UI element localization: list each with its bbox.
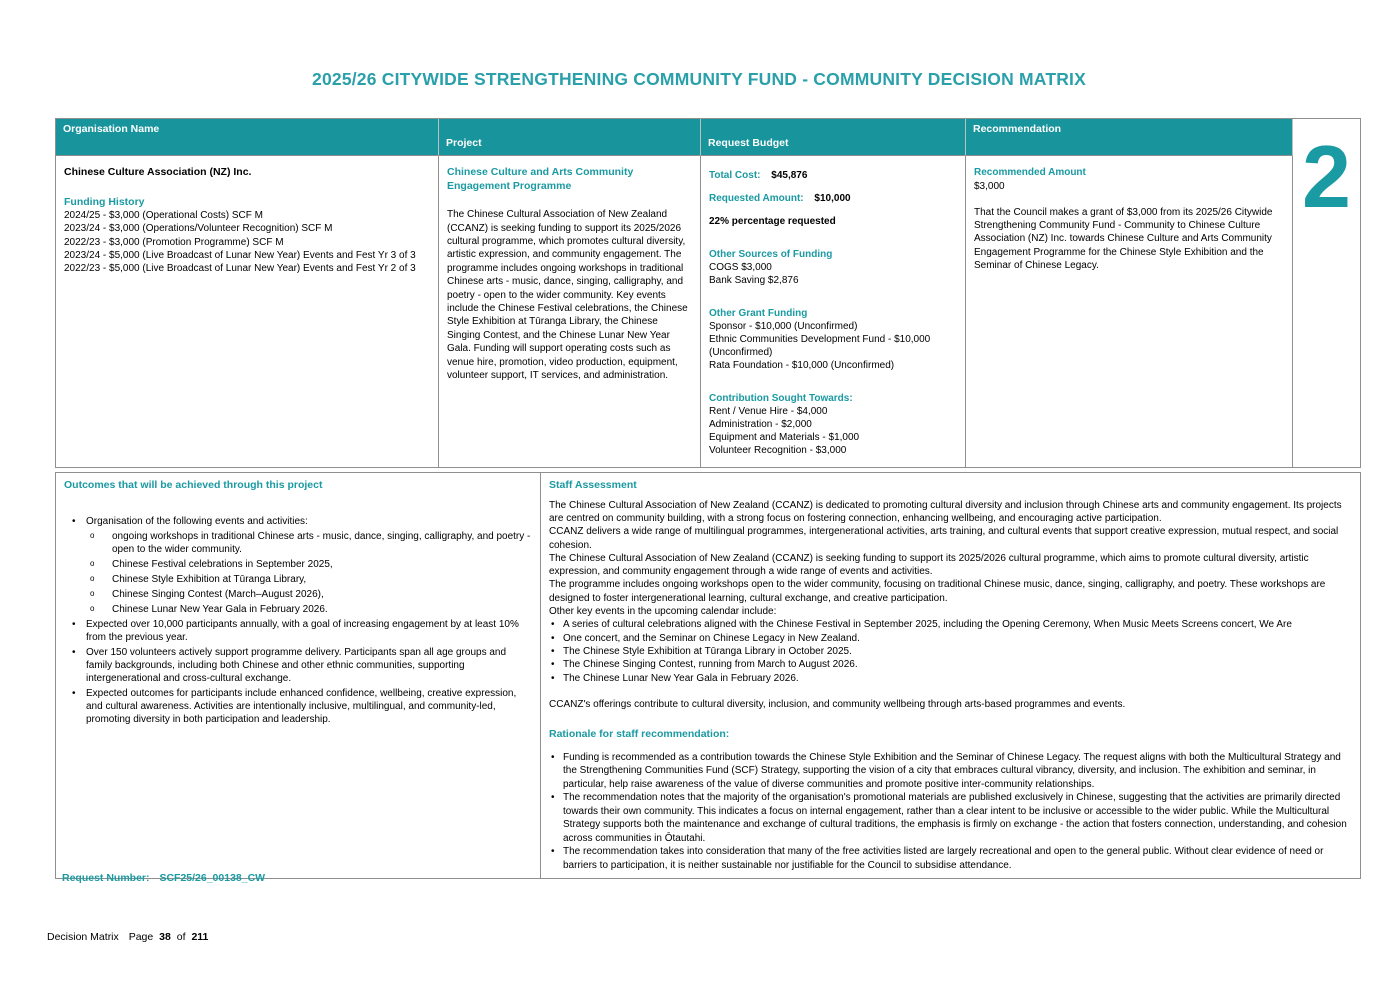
column-header-organisation-name: Organisation Name xyxy=(56,119,439,156)
other-source-line: Bank Saving $2,876 xyxy=(709,275,799,286)
request-budget-cell xyxy=(701,156,966,468)
requested-amount-label: Requested Amount: xyxy=(709,193,804,204)
percentage-requested: 22% percentage requested xyxy=(709,216,836,227)
other-source-line: COGS $3,000 xyxy=(709,262,772,273)
funding-history-label: Funding History xyxy=(64,195,145,208)
staff-assessment-title: Staff Assessment xyxy=(549,479,637,491)
project-cell xyxy=(439,156,701,468)
request-number-value: SCF25/26_00138_CW xyxy=(159,872,266,884)
assessment-section xyxy=(55,472,1361,879)
recommendation-cell xyxy=(966,156,1293,468)
footer-total-pages: 211 xyxy=(191,931,209,943)
staff-assessment-paragraph: The Chinese Cultural Association of New Zealand (CCANZ) is dedicated to promoting cultural diversity and inclusion through Chinese arts and community engagement. Its projects are centred on community building, with a strong focus on fostering connection, enhancing wellbeing, and encouraging active participation. xyxy=(549,499,1342,524)
outcome-bullet: • Organisation of the following events and activities: xyxy=(64,515,532,528)
outcomes-panel xyxy=(55,472,541,879)
staff-assessment-paragraph: Other key events in the upcoming calendar include: xyxy=(549,606,777,618)
outcomes-title: Outcomes that will be achieved through this project xyxy=(64,479,323,491)
staff-assessment-paragraph: CCANZ delivers a wide range of multilingual programmes, intergenerational activities, arts training, and cultural events that support creative expression, mutual respect, and social cohesion. xyxy=(549,526,1339,551)
other-sources-label: Other Sources of Funding xyxy=(709,249,833,260)
outcome-bullet: • Expected outcomes for participants include enhanced confidence, wellbeing, creative expression, and cultural awareness. Activities are intentionally inclusive, multilingual, and community-led, promoting diversity in both participation and leadership. xyxy=(64,687,532,726)
event-bullet: • The Chinese Singing Contest, running from March to August 2026. xyxy=(549,658,1352,671)
column-header-project: Project xyxy=(439,119,701,156)
funding-history-line: 2024/25 - $3,000 (Operational Costs) SCF M xyxy=(64,210,263,222)
outcome-sub-bullet: o Chinese Festival celebrations in September 2025, xyxy=(64,558,532,571)
page-footer xyxy=(47,931,211,945)
footer-page-word: Page xyxy=(128,931,154,943)
request-number-label: Request Number: xyxy=(62,872,150,884)
total-cost-line xyxy=(709,169,957,182)
project-title: Chinese Culture and Arts Community Engagement Programme xyxy=(447,166,634,192)
contribution-line: Volunteer Recognition - $3,000 xyxy=(709,445,847,456)
other-grant-line: Rata Foundation - $10,000 (Unconfirmed) xyxy=(709,360,895,371)
other-grant-line: Ethnic Communities Development Fund - $10,000 (Unconfirmed) xyxy=(709,334,931,358)
contribution-line: Equipment and Materials - $1,000 xyxy=(709,432,860,443)
organisation-name: Chinese Culture Association (NZ) Inc. xyxy=(64,166,252,178)
other-grant-line: Sponsor - $10,000 (Unconfirmed) xyxy=(709,321,858,332)
outcome-sub-bullet: o Chinese Singing Contest (March–August 2026), xyxy=(64,588,532,601)
funding-history-line: 2023/24 - $5,000 (Live Broadcast of Lunar New Year) Events and Fest Yr 3 of 3 xyxy=(64,249,416,261)
rationale-bullet: • The recommendation notes that the majority of the organisation's promotional materials are published exclusively in Chinese, suggesting that the activities are primarily directed towards their own community. This indicates a focus on internal engagement, rather than a clear intent to be inclusive or accessible to the wider public. While the Multicultural Strategy supports both the maintenance and exchange of cultural traditions, the emphasis is firmly on exchange - the action that fosters connection, understanding, and cohesion across communities in Ōtautahi. xyxy=(549,791,1352,845)
funding-history-line: 2022/23 - $3,000 (Promotion Programme) SCF M xyxy=(64,236,284,248)
funding-history-line: 2023/24 - $3,000 (Operations/Volunteer Recognition) SCF M xyxy=(64,223,333,235)
event-bullet: • The Chinese Style Exhibition at Tūranga Library in October 2025. xyxy=(549,645,1352,658)
recommended-amount-value: $3,000 xyxy=(974,181,1005,192)
event-bullet: • One concert, and the Seminar on Chinese Legacy in New Zealand. xyxy=(549,632,1352,645)
event-bullet: • A series of cultural celebrations aligned with the Chinese Festival in September 2025, including the Opening Ceremony, When Music Meets Screens concert, We Are xyxy=(549,618,1352,631)
other-grant-funding-label: Other Grant Funding xyxy=(709,308,808,319)
contribution-line: Rent / Venue Hire - $4,000 xyxy=(709,406,828,417)
staff-assessment-panel xyxy=(541,472,1361,879)
staff-assessment-paragraph: The Chinese Cultural Association of New Zealand (CCANZ) is seeking funding to support its 2025/2026 cultural programme, which aims to promote cultural diversity, artistic expression, and community engagement through a wide range of events and activities. xyxy=(549,552,1309,578)
recommended-amount-label: Recommended Amount xyxy=(974,167,1086,178)
request-number xyxy=(62,872,265,886)
decision-matrix-table xyxy=(55,118,1361,468)
event-bullet: • The Chinese Lunar New Year Gala in February 2026. xyxy=(549,672,1352,685)
rationale-bullet: • Funding is recommended as a contribution towards the Chinese Style Exhibition and the Seminar of Chinese Legacy. The request aligns with both the Multicultural Strategy and the Strengthening Communities Fund (SCF) Strategy, supporting the vision of a city that embraces cultural vibrancy, diversity, and inclusion. The exhibition and seminar, in particular, help raise awareness of the value of diverse communities and promote positive inter-community relationships. xyxy=(549,751,1352,792)
rationale-title: Rationale for staff recommendation: xyxy=(549,728,730,741)
organisation-cell xyxy=(56,156,439,468)
staff-assessment-paragraph: The programme includes ongoing workshops open to the wider community, focusing on traditional Chinese music, dance, singing, calligraphy, and poetry. These workshops are designed to foster intergenerational learning, cultural exchange, and creative participation. xyxy=(549,579,1326,604)
contribution-line: Administration - $2,000 xyxy=(709,419,812,430)
requested-amount-line xyxy=(709,192,957,205)
footer-label: Decision Matrix xyxy=(47,931,119,943)
contribution-sought-label: Contribution Sought Towards: xyxy=(709,393,853,404)
requested-amount-value: $10,000 xyxy=(814,193,851,204)
project-description: The Chinese Cultural Association of New Zealand (CCANZ) is seeking funding to support its 2025/2026 cultural programme, which promotes cultural diversity, artistic expression, and community engagement. The programme includes ongoing workshops in traditional Chinese arts - music, dance, singing, calligraphy, and poetry - open to the wider community. Key events include the Chinese Festival celebrations, the Chinese Style Exhibition at Tūranga Library, the Chinese Singing Contest, and the Chinese Lunar New Year Gala. Funding will support operating costs such as venue hire, promotion, video production, equipment, volunteer support, IT services, and administration. xyxy=(447,209,688,381)
rationale-bullet: • The recommendation takes into consideration that many of the free activities listed are largely recreational and open to the general public. Without clear evidence of need or barriers to participation, it is neither sustainable nor justifiable for the Council to subsidise attendance. xyxy=(549,845,1352,872)
outcome-bullet: • Expected over 10,000 participants annually, with a goal of increasing engagement by at least 10% from the previous year. xyxy=(64,618,532,644)
priority-rank-cell xyxy=(1293,119,1361,468)
funding-history-line: 2022/23 - $5,000 (Live Broadcast of Lunar New Year) Events and Fest Yr 2 of 3 xyxy=(64,263,416,275)
priority-rank-number: 2 xyxy=(1302,127,1351,226)
footer-of-word: of xyxy=(176,931,186,943)
outcome-bullet: • Over 150 volunteers actively support programme delivery. Participants span all age groups and family backgrounds, including both Chinese and other ethnic communities, supporting intergenerational and cross-cultural exchange. xyxy=(64,646,532,685)
outcome-sub-bullet: o Chinese Lunar New Year Gala in February 2026. xyxy=(64,603,532,616)
total-cost-value: $45,876 xyxy=(771,170,808,181)
footer-page-number: 38 xyxy=(159,931,171,943)
outcome-sub-bullet: o ongoing workshops in traditional Chinese arts - music, dance, singing, calligraphy, and poetry - open to the wider community. xyxy=(64,530,532,556)
recommendation-text: That the Council makes a grant of $3,000 from its 2025/26 Citywide Strengthening Community Fund - Community to Chinese Culture Association (NZ) Inc. towards Chinese Culture and Arts Community Engagement Programme for the Chinese Style Exhibition and the Seminar of Chinese Legacy. xyxy=(974,207,1273,271)
staff-assessment-closing: CCANZ's offerings contribute to cultural diversity, inclusion, and community wellbeing through arts-based programmes and events. xyxy=(549,698,1126,710)
outcome-sub-bullet: o Chinese Style Exhibition at Tūranga Library, xyxy=(64,573,532,586)
column-header-recommendation: Recommendation xyxy=(966,119,1293,156)
column-header-request-budget: Request Budget xyxy=(701,119,966,156)
rationale-list xyxy=(549,751,1352,873)
total-cost-label: Total Cost: xyxy=(709,170,761,181)
page-title: 2025/26 CITYWIDE STRENGTHENING COMMUNITY FUND - COMMUNITY DECISION MATRIX xyxy=(312,69,1086,89)
outcomes-list xyxy=(64,515,532,726)
